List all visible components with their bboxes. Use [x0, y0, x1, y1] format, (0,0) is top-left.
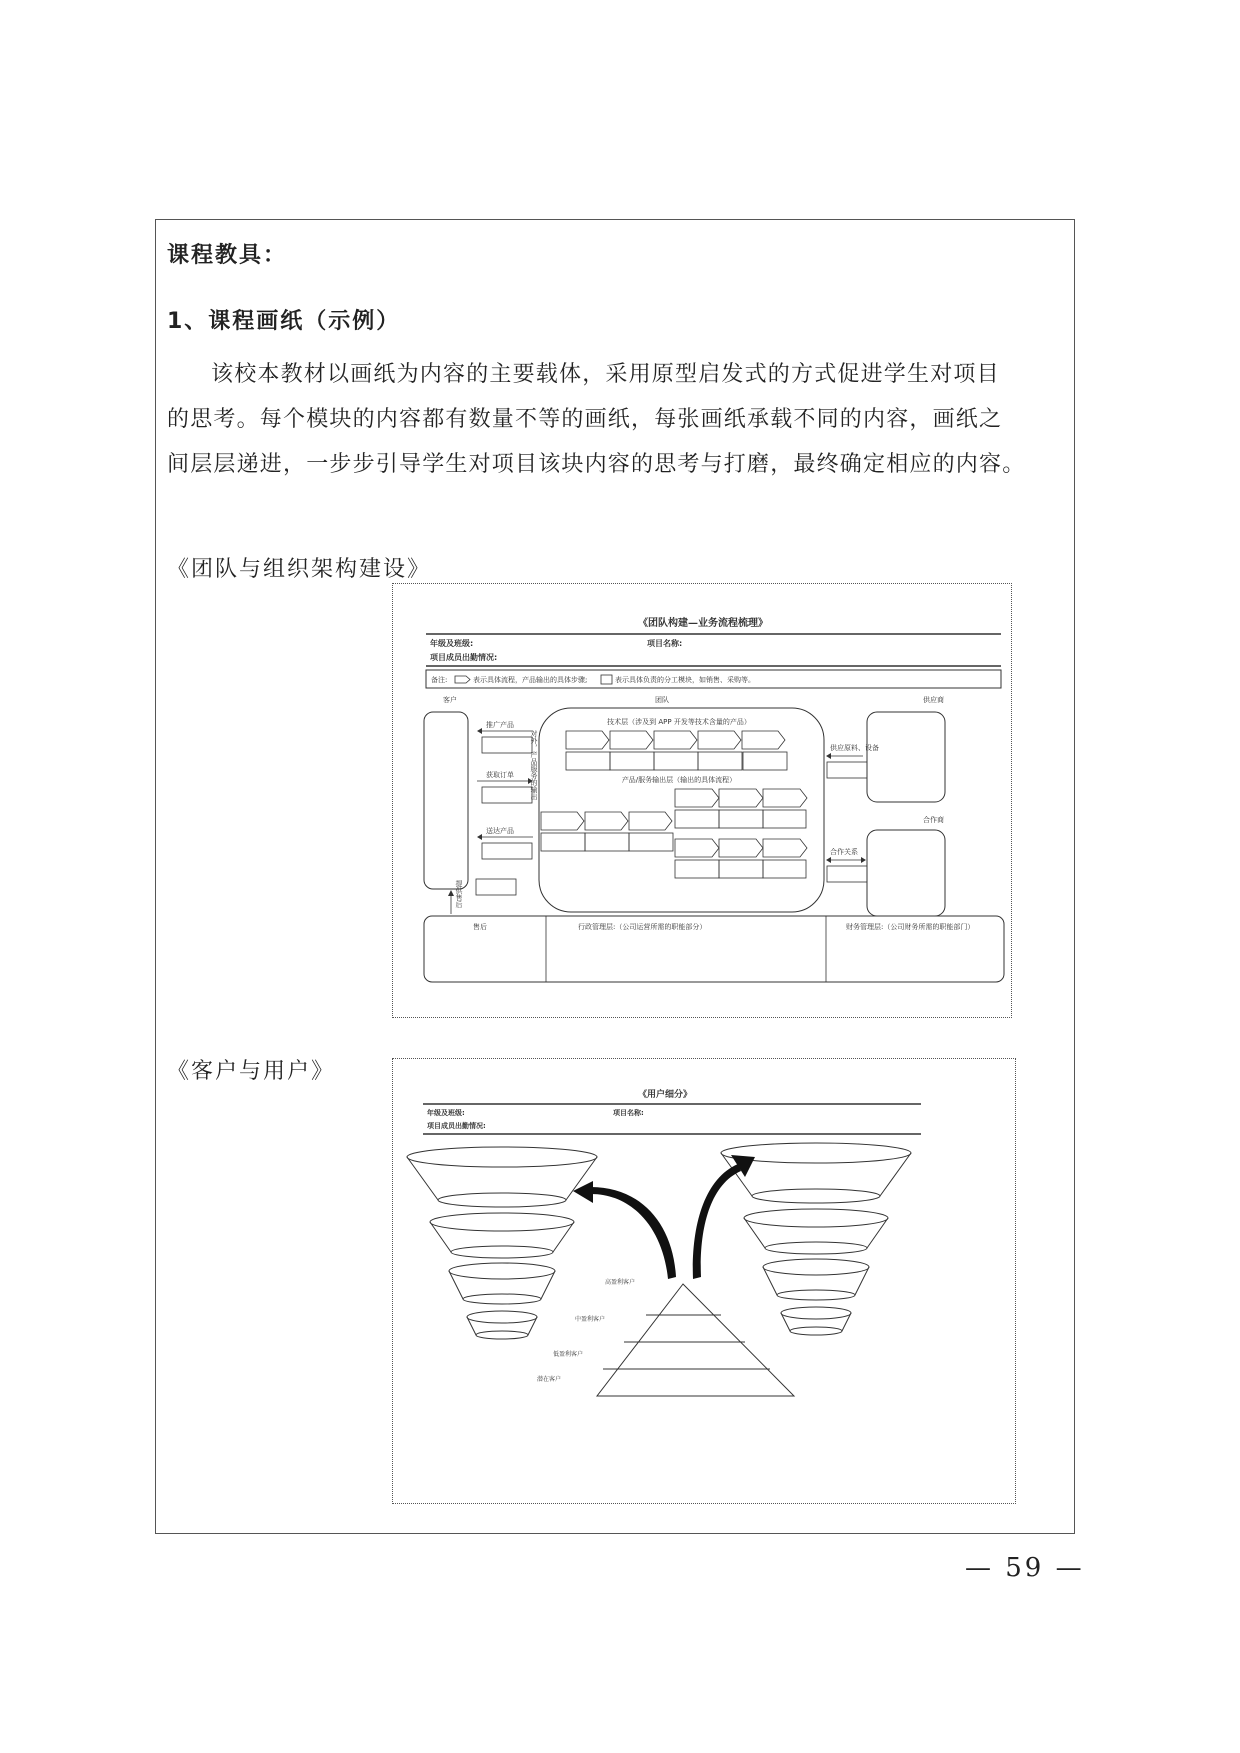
fig1-customer-label: 客户 — [443, 696, 457, 704]
fig1-admin-layer-label: 行政管理层:（公司运营所需的职能部分） — [578, 923, 707, 931]
fig1-supplier-box — [867, 712, 945, 802]
fig1-product-layer-label: 产品/服务输出层（输出的具体流程） — [621, 776, 737, 784]
fig1-finance-layer-label: 财务管理层:（公司财务所需的职能部门） — [846, 923, 975, 931]
fig2-title: 《用户细分》 — [637, 1090, 693, 1100]
intro-line-2: 的思考。每个模块的内容都有数量不等的画纸，每张画纸承载不同的内容，画纸之 — [167, 407, 1003, 432]
fig1-grade: 年级及班级: — [430, 639, 474, 648]
intro-line-1: 该校本教材以画纸为内容的主要载体，采用原型启发式的方式促进学生对项目 — [211, 362, 1000, 387]
fig1-service-label: 提供售后 — [455, 880, 463, 908]
fig1-legend-arrow-icon — [455, 676, 470, 683]
fig1-supply-label: 供应原料、设备 — [830, 744, 879, 752]
figure1-diagram — [393, 584, 1013, 1019]
fig1-after-sales-label: 售后 — [473, 923, 487, 931]
intro-line-3: 间层层递进，一步步引导学生对项目该块内容的思考与打磨，最终确定相应的内容。 — [167, 452, 1026, 477]
fig2-grade: 年级及班级: — [427, 1109, 465, 1117]
fig1-promote-label: 推广产品 — [486, 721, 514, 729]
figure2-diagram — [393, 1059, 1017, 1505]
fig1-partner-label: 合作商 — [923, 816, 944, 824]
fig2-pyramid-label-1: 高盈利客户 — [604, 1279, 636, 1286]
figure1-caption: 《团队与组织架构建设》 — [167, 557, 432, 582]
figure1-box — [392, 583, 1012, 1018]
fig1-partner-box — [867, 830, 945, 916]
fig2-pyramid — [597, 1284, 794, 1396]
fig1-legend-box-icon — [601, 675, 612, 684]
fig2-pyramid-label-3: 低盈利客户 — [552, 1351, 584, 1358]
fig1-order-label: 获取订单 — [486, 771, 514, 779]
fig1-customer-box — [424, 712, 468, 889]
fig1-team-label: 团队 — [655, 696, 669, 704]
fig2-right-funnel — [721, 1143, 911, 1335]
fig2-attendance: 项目成员出勤情况: — [427, 1122, 486, 1130]
fig1-product-arrows — [541, 789, 807, 878]
fig1-external-output-label: 对外，产品服务的输出 — [530, 730, 538, 800]
fig1-tech-layer-label: 技术层（涉及到 APP 开发等技术含量的产品） — [607, 718, 751, 726]
fig2-project: 项目名称: — [613, 1109, 644, 1117]
fig1-legend-prefix: 备注: — [431, 676, 448, 684]
fig1-deliver-label: 送达产品 — [486, 827, 514, 835]
fig2-left-curved-arrow-icon — [591, 1187, 676, 1279]
fig2-right-curved-arrow-icon — [693, 1164, 741, 1279]
fig1-legend-dept: 表示具体负责的分工模块，如销售、采购等。 — [615, 676, 755, 684]
fig1-supplier-label: 供应商 — [923, 696, 944, 704]
figure2-box — [392, 1058, 1016, 1504]
fig1-cooperation-label: 合作关系 — [830, 848, 858, 856]
fig2-pyramid-label-2: 中盈利客户 — [574, 1316, 606, 1323]
fig1-tech-arrows — [566, 731, 787, 770]
fig1-title: 《团队构建—业务流程梳理》 — [638, 618, 768, 629]
fig2-left-funnel — [407, 1147, 597, 1339]
intro-paragraph — [167, 352, 1063, 487]
page-number: — 59 — — [965, 1553, 1085, 1583]
figure2-caption: 《客户与用户》 — [167, 1059, 336, 1084]
fig1-legend-flow: 表示具体流程，产品输出的具体步骤; — [473, 676, 588, 684]
subsection-title: 1、课程画纸（示例） — [167, 309, 401, 334]
fig1-attendance: 项目成员出勤情况: — [430, 653, 498, 662]
section-title: 课程教具： — [167, 243, 288, 268]
fig1-project: 项目名称: — [647, 639, 683, 648]
fig2-pyramid-label-4: 潜在客户 — [536, 1376, 562, 1383]
